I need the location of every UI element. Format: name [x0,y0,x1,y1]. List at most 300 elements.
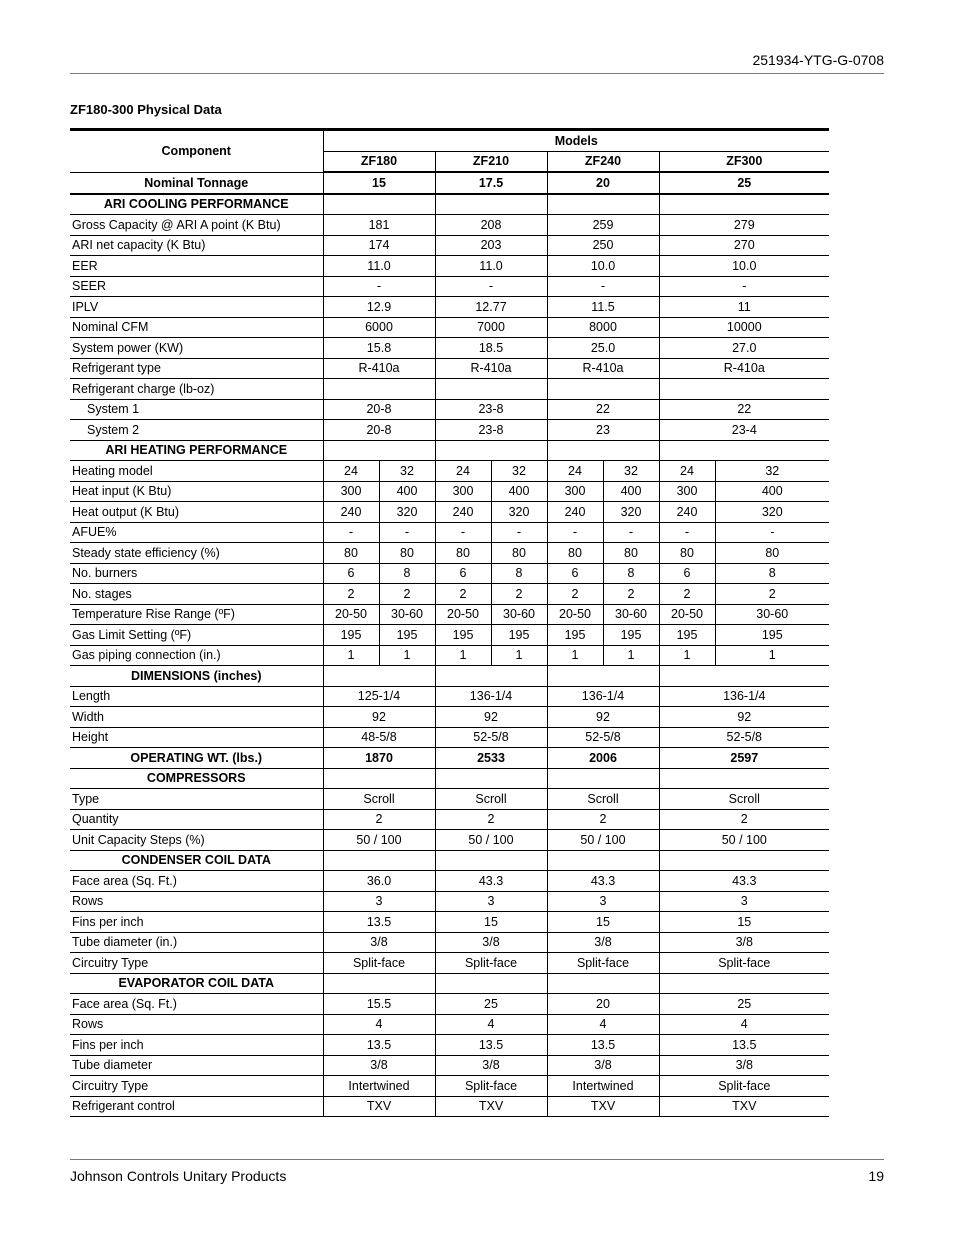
table-cell: 181 [323,215,435,236]
table-cell: 320 [603,502,659,523]
table-cell: 23 [547,420,659,441]
table-cell: Scroll [435,789,547,810]
table-row [70,912,829,933]
table-cell: - [491,522,547,543]
table-row [70,317,829,338]
table-cell: 4 [435,1014,547,1035]
table-cell: 20-8 [323,420,435,441]
table-cell: 240 [435,502,491,523]
table-cell: 2533 [435,748,547,769]
table-cell: 320 [715,502,829,523]
table-cell: 7000 [435,317,547,338]
table-cell: 4 [547,1014,659,1035]
section-header-row [70,440,829,461]
empty-cell [323,850,435,871]
table-cell: 4 [659,1014,829,1035]
empty-cell [435,973,547,994]
row-label: Refrigerant type [70,358,323,379]
row-label: Rows [70,891,323,912]
table-cell: Scroll [659,789,829,810]
row-label: Nominal Tonnage [70,172,323,194]
table-cell: 32 [491,461,547,482]
table-cell: 15.8 [323,338,435,359]
row-label: Unit Capacity Steps (%) [70,830,323,851]
empty-cell [547,194,659,215]
table-cell: 20-50 [323,604,379,625]
row-label: Fins per inch [70,912,323,933]
empty-cell [435,850,547,871]
table-cell: 52-5/8 [547,727,659,748]
table-cell: - [323,522,379,543]
footer-company: Johnson Controls Unitary Products [70,1168,287,1184]
row-label: Circuitry Type [70,1076,323,1097]
table-cell: 8 [715,563,829,584]
section-heading: OPERATING WT. (lbs.) [70,748,323,769]
row-label: Face area (Sq. Ft.) [70,994,323,1015]
table-cell: 25 [659,994,829,1015]
component-header: Component [70,130,323,173]
table-cell: 92 [547,707,659,728]
table-cell: 43.3 [547,871,659,892]
table-cell: 6 [435,563,491,584]
table-cell: 400 [715,481,829,502]
row-label: Length [70,686,323,707]
row-label: Rows [70,1014,323,1035]
table-cell: Split-face [659,1076,829,1097]
table-cell: 2 [491,584,547,605]
table-row [70,1014,829,1035]
table-row [70,461,829,482]
row-label: System power (KW) [70,338,323,359]
table-cell: 18.5 [435,338,547,359]
table-cell: 2 [435,809,547,830]
table-cell: 400 [491,481,547,502]
table-cell: TXV [323,1096,435,1117]
table-row [70,215,829,236]
table-cell: 20 [547,172,659,194]
document-id: 251934-YTG-G-0708 [752,52,884,68]
table-cell: - [379,522,435,543]
section-heading: ARI COOLING PERFORMANCE [70,194,323,215]
table-cell: 25 [659,172,829,194]
table-cell: 3 [659,891,829,912]
table-header-row [70,130,829,152]
table-row [70,297,829,318]
row-label: Heat input (K Btu) [70,481,323,502]
row-label: EER [70,256,323,277]
table-row [70,1055,829,1076]
table-cell: 125-1/4 [323,686,435,707]
table-cell: TXV [659,1096,829,1117]
table-cell: - [547,522,603,543]
empty-cell [547,666,659,687]
empty-cell [435,768,547,789]
table-cell: 13.5 [435,1035,547,1056]
table-row [70,891,829,912]
table-cell: 30-60 [715,604,829,625]
table-row [70,276,829,297]
table-cell: 195 [323,625,379,646]
table-cell: 10000 [659,317,829,338]
table-cell: 23-8 [435,420,547,441]
table-row [70,399,829,420]
table-cell: 80 [659,543,715,564]
section-title: ZF180-300 Physical Data [70,102,222,117]
table-cell: 136-1/4 [435,686,547,707]
table-cell: 3/8 [659,1055,829,1076]
table-row [70,256,829,277]
table-cell: 32 [603,461,659,482]
table-cell: 15.5 [323,994,435,1015]
row-label: Fins per inch [70,1035,323,1056]
table-cell: Scroll [323,789,435,810]
table-row [70,1076,829,1097]
table-row [70,358,829,379]
table-cell: 3/8 [547,1055,659,1076]
empty-cell [323,768,435,789]
table-cell: 2 [659,809,829,830]
table-cell: 20-50 [659,604,715,625]
section-header-row [70,850,829,871]
table-cell: 52-5/8 [659,727,829,748]
table-cell: 80 [435,543,491,564]
table-cell: 2 [547,584,603,605]
table-cell: 2 [715,584,829,605]
table-row [70,871,829,892]
table-cell: 240 [547,502,603,523]
row-label: Temperature Rise Range (ºF) [70,604,323,625]
table-cell: 250 [547,235,659,256]
table-row [70,809,829,830]
table-row [70,543,829,564]
table-cell: TXV [547,1096,659,1117]
table-cell: 92 [323,707,435,728]
table-cell: 2597 [659,748,829,769]
table-cell: 195 [603,625,659,646]
table-cell: 80 [491,543,547,564]
table-row [70,563,829,584]
table-row [70,727,829,748]
table-cell: R-410a [435,358,547,379]
table-row [70,686,829,707]
table-cell: 6 [659,563,715,584]
table-cell: 195 [379,625,435,646]
table-cell: 2 [603,584,659,605]
table-cell: 17.5 [435,172,547,194]
table-cell: 80 [547,543,603,564]
empty-cell [547,768,659,789]
table-cell: 1 [603,645,659,666]
table-cell: 80 [379,543,435,564]
table-cell: Intertwined [547,1076,659,1097]
table-cell [547,379,659,400]
table-row [70,707,829,728]
row-label: Refrigerant control [70,1096,323,1117]
table-cell: 36.0 [323,871,435,892]
table-cell: Split-face [435,953,547,974]
table-cell: 320 [379,502,435,523]
table-cell: 30-60 [379,604,435,625]
table-cell: 15 [659,912,829,933]
empty-cell [659,440,829,461]
table-row [70,1096,829,1117]
table-cell: 136-1/4 [547,686,659,707]
model-header: ZF240 [547,151,659,172]
row-label: IPLV [70,297,323,318]
table-cell: 1 [435,645,491,666]
table-cell: 12.77 [435,297,547,318]
table-row [70,502,829,523]
table-cell: 3/8 [323,1055,435,1076]
empty-cell [323,440,435,461]
row-label: Gas Limit Setting (ºF) [70,625,323,646]
section-header-row [70,748,829,769]
table-cell: R-410a [547,358,659,379]
table-cell: 1 [379,645,435,666]
row-label: Face area (Sq. Ft.) [70,871,323,892]
section-heading: COMPRESSORS [70,768,323,789]
table-cell: Split-face [323,953,435,974]
table-cell: 1870 [323,748,435,769]
table-cell: 240 [323,502,379,523]
table-cell: - [659,276,829,297]
row-label: AFUE% [70,522,323,543]
table-cell: 259 [547,215,659,236]
row-label: System 2 [70,420,323,441]
table-cell: 3/8 [435,1055,547,1076]
footer-rule [70,1159,884,1160]
row-label: Type [70,789,323,810]
table-cell: 11 [659,297,829,318]
table-cell: 3 [547,891,659,912]
table-cell: 195 [435,625,491,646]
table-cell: 25.0 [547,338,659,359]
table-cell: 6 [547,563,603,584]
physical-data-table [70,128,829,1117]
table-cell: 1 [491,645,547,666]
table-cell: 92 [435,707,547,728]
table-cell: 43.3 [435,871,547,892]
models-header: Models [323,130,829,152]
empty-cell [659,194,829,215]
table-cell: 195 [659,625,715,646]
table-cell: 400 [379,481,435,502]
table-cell: 6 [323,563,379,584]
table-cell: 22 [659,399,829,420]
table-cell: 11.5 [547,297,659,318]
table-cell: 195 [547,625,603,646]
empty-cell [659,666,829,687]
empty-cell [547,973,659,994]
page-number: 19 [868,1168,884,1184]
table-cell: 1 [659,645,715,666]
table-cell: 80 [715,543,829,564]
section-header-row [70,768,829,789]
row-label: Nominal CFM [70,317,323,338]
table-cell: 15 [547,912,659,933]
row-label: Circuitry Type [70,953,323,974]
table-row [70,584,829,605]
table-cell: Scroll [547,789,659,810]
row-label: SEER [70,276,323,297]
table-cell: 136-1/4 [659,686,829,707]
table-cell: 2 [379,584,435,605]
empty-cell [547,440,659,461]
table-cell: 240 [659,502,715,523]
table-cell: 4 [323,1014,435,1035]
table-cell: 1 [715,645,829,666]
table-cell: 2 [659,584,715,605]
table-cell: 8 [603,563,659,584]
table-cell: 3/8 [435,932,547,953]
table-cell: 15 [435,912,547,933]
table-cell: 13.5 [547,1035,659,1056]
row-label: Steady state efficiency (%) [70,543,323,564]
table-cell: - [435,276,547,297]
empty-cell [435,440,547,461]
table-cell: Split-face [547,953,659,974]
table-row [70,481,829,502]
table-cell: R-410a [323,358,435,379]
table-cell: 43.3 [659,871,829,892]
table-cell: - [603,522,659,543]
table-row [70,953,829,974]
table-cell: 27.0 [659,338,829,359]
table-cell: 50 / 100 [435,830,547,851]
table-cell: 3 [435,891,547,912]
table-row [70,522,829,543]
table-cell: 1 [547,645,603,666]
row-label: No. stages [70,584,323,605]
row-label: Heating model [70,461,323,482]
header-rule [70,73,884,74]
table-cell: Intertwined [323,1076,435,1097]
table-cell: - [659,522,715,543]
section-header-row [70,666,829,687]
empty-cell [435,666,547,687]
table-cell: 13.5 [323,1035,435,1056]
table-cell: 20 [547,994,659,1015]
table-cell: 11.0 [323,256,435,277]
section-heading: CONDENSER COIL DATA [70,850,323,871]
table-row [70,625,829,646]
table-row [70,235,829,256]
table-row [70,1035,829,1056]
table-cell: 2 [435,584,491,605]
row-label: ARI net capacity (K Btu) [70,235,323,256]
table-cell: 23-4 [659,420,829,441]
table-cell: - [715,522,829,543]
section-heading: ARI HEATING PERFORMANCE [70,440,323,461]
table-cell: 300 [435,481,491,502]
table-cell: 2 [323,584,379,605]
table-row [70,420,829,441]
table-row [70,645,829,666]
table-cell: 50 / 100 [659,830,829,851]
row-label: No. burners [70,563,323,584]
empty-cell [659,850,829,871]
table-cell: 320 [491,502,547,523]
table-cell: 50 / 100 [547,830,659,851]
empty-cell [323,194,435,215]
empty-cell [659,973,829,994]
table-cell: 8 [491,563,547,584]
table-cell: 195 [491,625,547,646]
row-label: Tube diameter [70,1055,323,1076]
model-header: ZF210 [435,151,547,172]
table-cell [435,379,547,400]
table-cell: 400 [603,481,659,502]
table-cell: 24 [435,461,491,482]
table-cell: 8000 [547,317,659,338]
table-cell: 23-8 [435,399,547,420]
table-row [70,338,829,359]
table-cell: 22 [547,399,659,420]
table-row [70,172,829,194]
table-cell: 279 [659,215,829,236]
empty-cell [323,973,435,994]
table-cell: 25 [435,994,547,1015]
table-cell: 2 [323,809,435,830]
table-row [70,830,829,851]
table-cell: 13.5 [323,912,435,933]
table-cell: 92 [659,707,829,728]
table-cell: 1 [323,645,379,666]
table-cell: 24 [547,461,603,482]
table-cell: 300 [659,481,715,502]
table-cell: 48-5/8 [323,727,435,748]
table-cell: 52-5/8 [435,727,547,748]
table-cell: 10.0 [547,256,659,277]
row-label: Gross Capacity @ ARI A point (K Btu) [70,215,323,236]
table-cell [323,379,435,400]
row-label: Quantity [70,809,323,830]
row-label: Height [70,727,323,748]
table-cell: - [435,522,491,543]
table-cell [659,379,829,400]
table-cell: 50 / 100 [323,830,435,851]
section-header-row [70,973,829,994]
table-cell: 30-60 [603,604,659,625]
table-cell: 80 [323,543,379,564]
table-cell: 3 [323,891,435,912]
table-cell: R-410a [659,358,829,379]
table-cell: 20-50 [547,604,603,625]
section-heading: DIMENSIONS (inches) [70,666,323,687]
table-cell: 3/8 [659,932,829,953]
table-cell: 3/8 [547,932,659,953]
table-cell: 20-50 [435,604,491,625]
row-label: Gas piping connection (in.) [70,645,323,666]
section-heading: EVAPORATOR COIL DATA [70,973,323,994]
table-cell: 8 [379,563,435,584]
table-cell: Split-face [659,953,829,974]
section-header-row [70,194,829,215]
row-label: Tube diameter (in.) [70,932,323,953]
table-cell: 32 [379,461,435,482]
table-cell: 195 [715,625,829,646]
table-cell: 30-60 [491,604,547,625]
table-cell: 80 [603,543,659,564]
table-cell: 2 [547,809,659,830]
table-row [70,994,829,1015]
table-cell: 300 [547,481,603,502]
table-cell: 15 [323,172,435,194]
table-cell: 13.5 [659,1035,829,1056]
table-cell: 20-8 [323,399,435,420]
table-cell: - [547,276,659,297]
model-header: ZF180 [323,151,435,172]
